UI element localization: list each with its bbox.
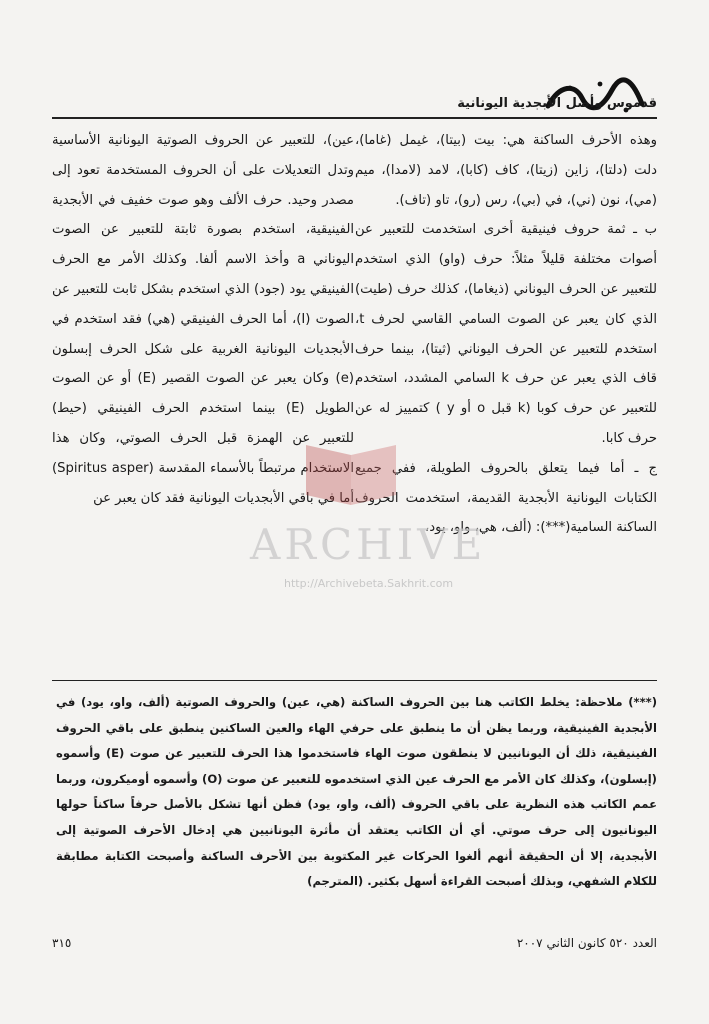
- watermark-url: http://Archivebeta.Sakhrit.com: [284, 577, 454, 590]
- footnote-text: (***) ملاحظة: يخلط الكاتب هنا بين الحروف الساكنة (هي، عين) والحروف الصوتية (ألف، واو، يود) في الأبجدية الفينيقية، وربما يظن أن ما ينطبق على حرفي الهاء والعين الساكنين ينطبق على باقي الحروف الفينيقية، ذلك أن اليونانيين لا ينطقون صوت الهاء فاستخدموا هذا الحرف للتعبير عن صوت (E) وأسموه (إبسلون)، وكذلك كان الأمر مع الحرف عين الذي استخدموه للتعبير عن صوت (O) وأسموه أوميكرون، وربما عمم الكاتب هذه النظرية على باقي الحروف (ألف، واو، يود) فظن أنها تشكل بالأصل حرفاً ساكناً حولها اليونانيون إلى حرف صوتي. أي أن الكاتب يعتقد أن مأثرة اليونانيين هي إدخال الأحرف الصوتية إلى الأبجدية، إلا أن الحقيقة أنهم ألغوا الحركات غير المكتوبة بين الأحرف الساكنة وأصبحت الكتابة مطابقة للكلام الشفهي، وبذلك أصبحت القراءة أسهل بكثير. (المترجم): [56, 695, 657, 889]
- book-icon: [296, 435, 406, 515]
- watermark-text: ARCHIVE: [250, 520, 487, 569]
- paragraph-section-b: ب ـ ثمة حروف فينيقية أخرى استخدمت للتعبير عن أصوات مختلفة قليلاً مثلاً: حرف (واو) الذي استخدم للتعبير عن الحرف اليوناني (ذيغاما)، كذلك حرف (طيت) الذي كان يعبر عن الصوت السامي القاسي لحرف t، استخدم للتعبير عن الحرف اليوناني (ثيتا)، بينما حرف قاف الذي يعبر عن حرف k السامي المشدد، استخدم للتعبير عن حرف كوبا (k قبل o أو y ) كتمييز له عن حرف كابا.: [355, 222, 657, 446]
- article-title: قدموس وأصل الأبجدية اليونانية: [457, 96, 657, 111]
- footnote: [56, 690, 657, 895]
- header-divider: [52, 117, 657, 119]
- issue-info: العدد ٥٢٠ كانون الثاني ٢٠٠٧: [516, 936, 657, 950]
- footnote-divider: [52, 680, 657, 681]
- page-number: ٣١٥: [52, 936, 72, 950]
- paragraph-consonants: وهذه الأحرف الساكنة هي: بيت (بيتا)، غيمل (غاما)، دلت (دلتا)، زاين (زيتا)، كاف (كابا)، لامد (لامدا)، ميم (مي)، نون (ني)، في (بي)، رس (رو)، تاو (تاف).: [355, 133, 657, 208]
- paragraph-continuation: عين)، للتعبير عن الحروف الصوتية اليونانية الأساسية وتدل التعديلات على أن الحروف المستخدمة تعود إلى مصدر وحيد. حرف الألف وهو صوت خفيف في الأبجدية الفينيقية، استخدم بصورة ثابتة للتعبير عن الصوت اليوناني a وأخذ الاسم ألفا. وكذلك الأمر مع الحرف الفينيقي يود (جود) الذي استخدم بشكل ثابت للتعبير عن الصوت (I)، أما الحرف الفينيقي (هي) فقد استخدم في الأبجديات اليونانية الغربية على شكل الحرف إبسلون (e) وكان يعبر عن الصوت القصير (E) أو عن الصوت الطويل (E) بينما استخدم الحرف الفينيقي (حيط) للتعبير عن الهمزة قبل الحرف الصوتي، وكان هذا الاستخدام مرتبطاً بالأسماء المقدسة (Spiritus asper) أما في باقي الأبجديات اليونانية فقد كان يعبر عن: [52, 133, 355, 506]
- paragraph-section-c: ج ـ أما فيما يتعلق بالحروف الطويلة، ففي جميع الكتابات اليونانية الأبجدية القديمة، استخدمت الحروف الساكنة السامية(***): (ألف، هي، واو، يود،: [355, 460, 657, 536]
